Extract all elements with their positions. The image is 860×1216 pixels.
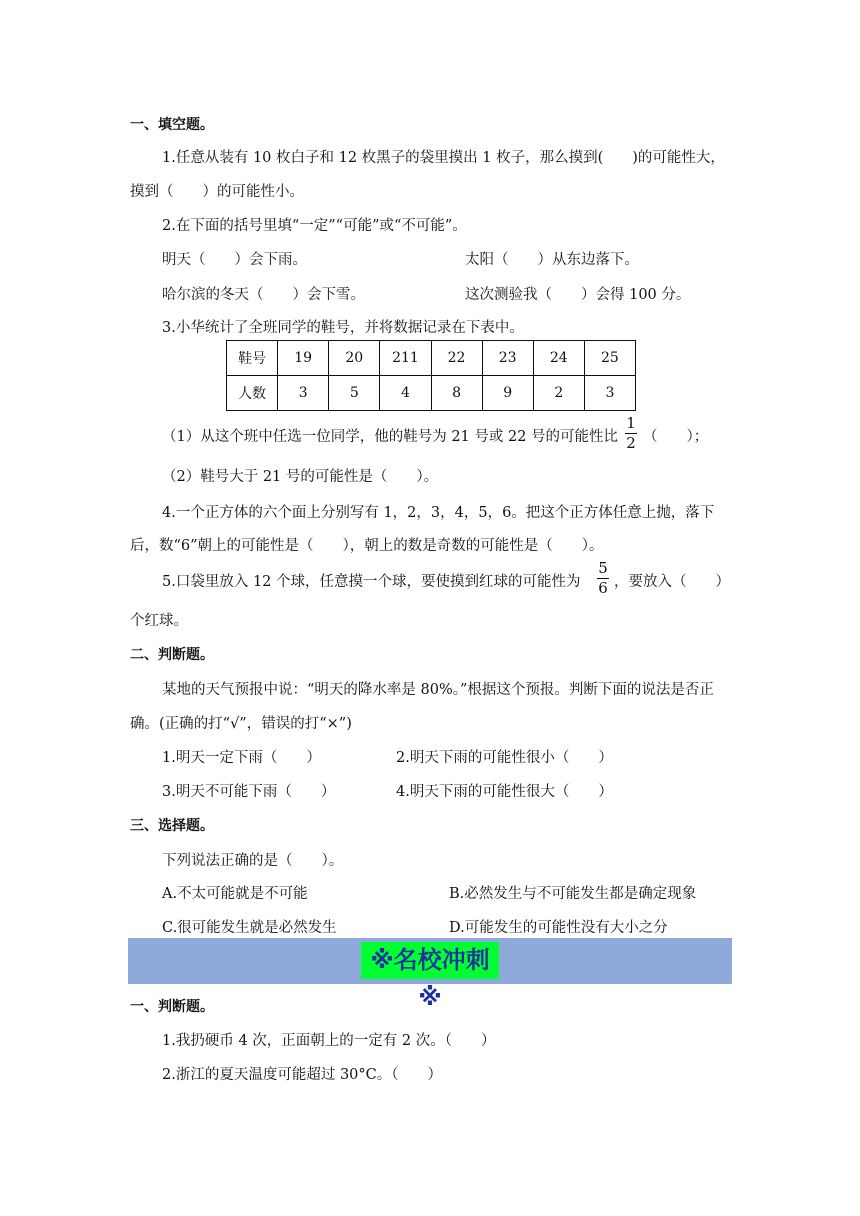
table-row xyxy=(227,341,636,376)
q2-item: 明天（ ）会下雨。 xyxy=(162,252,307,268)
judge-item: 3.明天不可能下雨（ ） xyxy=(162,784,336,800)
judge-item: 2.明天下雨的可能性很小（ ） xyxy=(396,750,613,766)
table-cell: 人数 xyxy=(227,376,278,411)
table-cell: 20 xyxy=(329,341,380,376)
q2-item: 太阳（ ）从东边落下。 xyxy=(465,252,639,268)
section2-intro-line1: 某地的天气预报中说：“明天的降水率是 80%。”根据这个预报。判断下面的说法是否正 xyxy=(162,682,714,698)
table-cell: 23 xyxy=(482,341,533,376)
q3-title: 3.小华统计了全班同学的鞋号，并将数据记录在下表中。 xyxy=(162,320,524,336)
q2-item: 这次测验我（ ）会得 100 分。 xyxy=(465,287,691,303)
table-cell: 2 xyxy=(533,376,584,411)
table-cell: 211 xyxy=(380,341,431,376)
fraction-denominator: 2 xyxy=(626,434,636,452)
choice-option: A.不太可能就是不可能 xyxy=(162,886,308,902)
section-heading-judge-advanced: 一、判断题。 xyxy=(130,999,214,1015)
section2-intro-line2: 确。(正确的打“√”，错误的打“×”) xyxy=(130,716,352,732)
fraction-one-half xyxy=(625,415,637,452)
banner-title: ※名校冲刺※ xyxy=(361,942,499,979)
section-heading-choice: 三、选择题。 xyxy=(130,818,214,834)
table-cell: 鞋号 xyxy=(227,341,278,376)
choice-option: B.必然发生与不可能发生都是确定现象 xyxy=(449,886,697,902)
table-cell: 19 xyxy=(278,341,329,376)
section-heading-judge: 二、判断题。 xyxy=(130,647,214,663)
shoe-size-table xyxy=(226,340,636,411)
q2-title: 2.在下面的括号里填“一定”“可能”或“不可能”。 xyxy=(162,218,467,234)
advanced-judge-item: 1.我扔硬币 4 次，正面朝上的一定有 2 次。（ ） xyxy=(162,1033,496,1049)
choice-option: D.可能发生的可能性没有大小之分 xyxy=(449,920,668,936)
table-cell: 3 xyxy=(278,376,329,411)
fraction-five-sixths xyxy=(597,560,609,597)
q2-item: 哈尔滨的冬天（ ）会下雪。 xyxy=(162,287,365,303)
table-cell: 3 xyxy=(584,376,635,411)
q4-text-line2: 后，数“6”朝上的可能性是（ ），朝上的数是奇数的可能性是（ ）。 xyxy=(130,538,604,554)
table-cell: 25 xyxy=(584,341,635,376)
choice-option: C.很可能发生就是必然发生 xyxy=(162,920,337,936)
table-cell: 5 xyxy=(329,376,380,411)
section-heading-fill-blank: 一、填空题。 xyxy=(130,117,214,133)
q1-text-line1: 1.任意从装有 10 枚白子和 12 枚黑子的袋里摸出 1 枚子，那么摸到( )的可能性大， xyxy=(162,150,725,166)
fraction-denominator: 6 xyxy=(598,579,608,597)
table-row xyxy=(227,376,636,411)
q5-text: 5.口袋里放入 12 个球，任意摸一个球，要使摸到红球的可能性为 xyxy=(162,574,581,590)
table-cell: 4 xyxy=(380,376,431,411)
table-cell: 24 xyxy=(533,341,584,376)
judge-item: 4.明天下雨的可能性很大（ ） xyxy=(396,784,613,800)
q1-text-line2: 摸到（ ）的可能性小。 xyxy=(130,184,304,200)
table-cell: 8 xyxy=(431,376,482,411)
table-cell: 22 xyxy=(431,341,482,376)
fraction-numerator: 1 xyxy=(626,414,636,432)
q5-text-line2: 个红球。 xyxy=(130,613,188,629)
q5-answer-blank: ，要放入（ ） xyxy=(614,574,730,590)
q4-text-line1: 4.一个正方体的六个面上分别写有 1，2，3，4，5，6。把这个正方体任意上抛，落下 xyxy=(162,505,715,521)
judge-item: 1.明天一定下雨（ ） xyxy=(162,750,321,766)
q3-sub2-text: （2）鞋号大于 21 号的可能性是（ ）。 xyxy=(162,469,439,485)
fraction-numerator: 5 xyxy=(598,559,608,577)
table-cell: 9 xyxy=(482,376,533,411)
q3-sub1-text: （1）从这个班中任选一位同学，他的鞋号为 21 号或 22 号的可能性比 xyxy=(162,429,619,445)
advanced-judge-item: 2.浙江的夏天温度可能超过 30°C。（ ） xyxy=(162,1067,442,1083)
choice-question: 下列说法正确的是（ ）。 xyxy=(162,853,344,869)
q3-sub1-answer-blank: （ ）； xyxy=(643,429,709,445)
